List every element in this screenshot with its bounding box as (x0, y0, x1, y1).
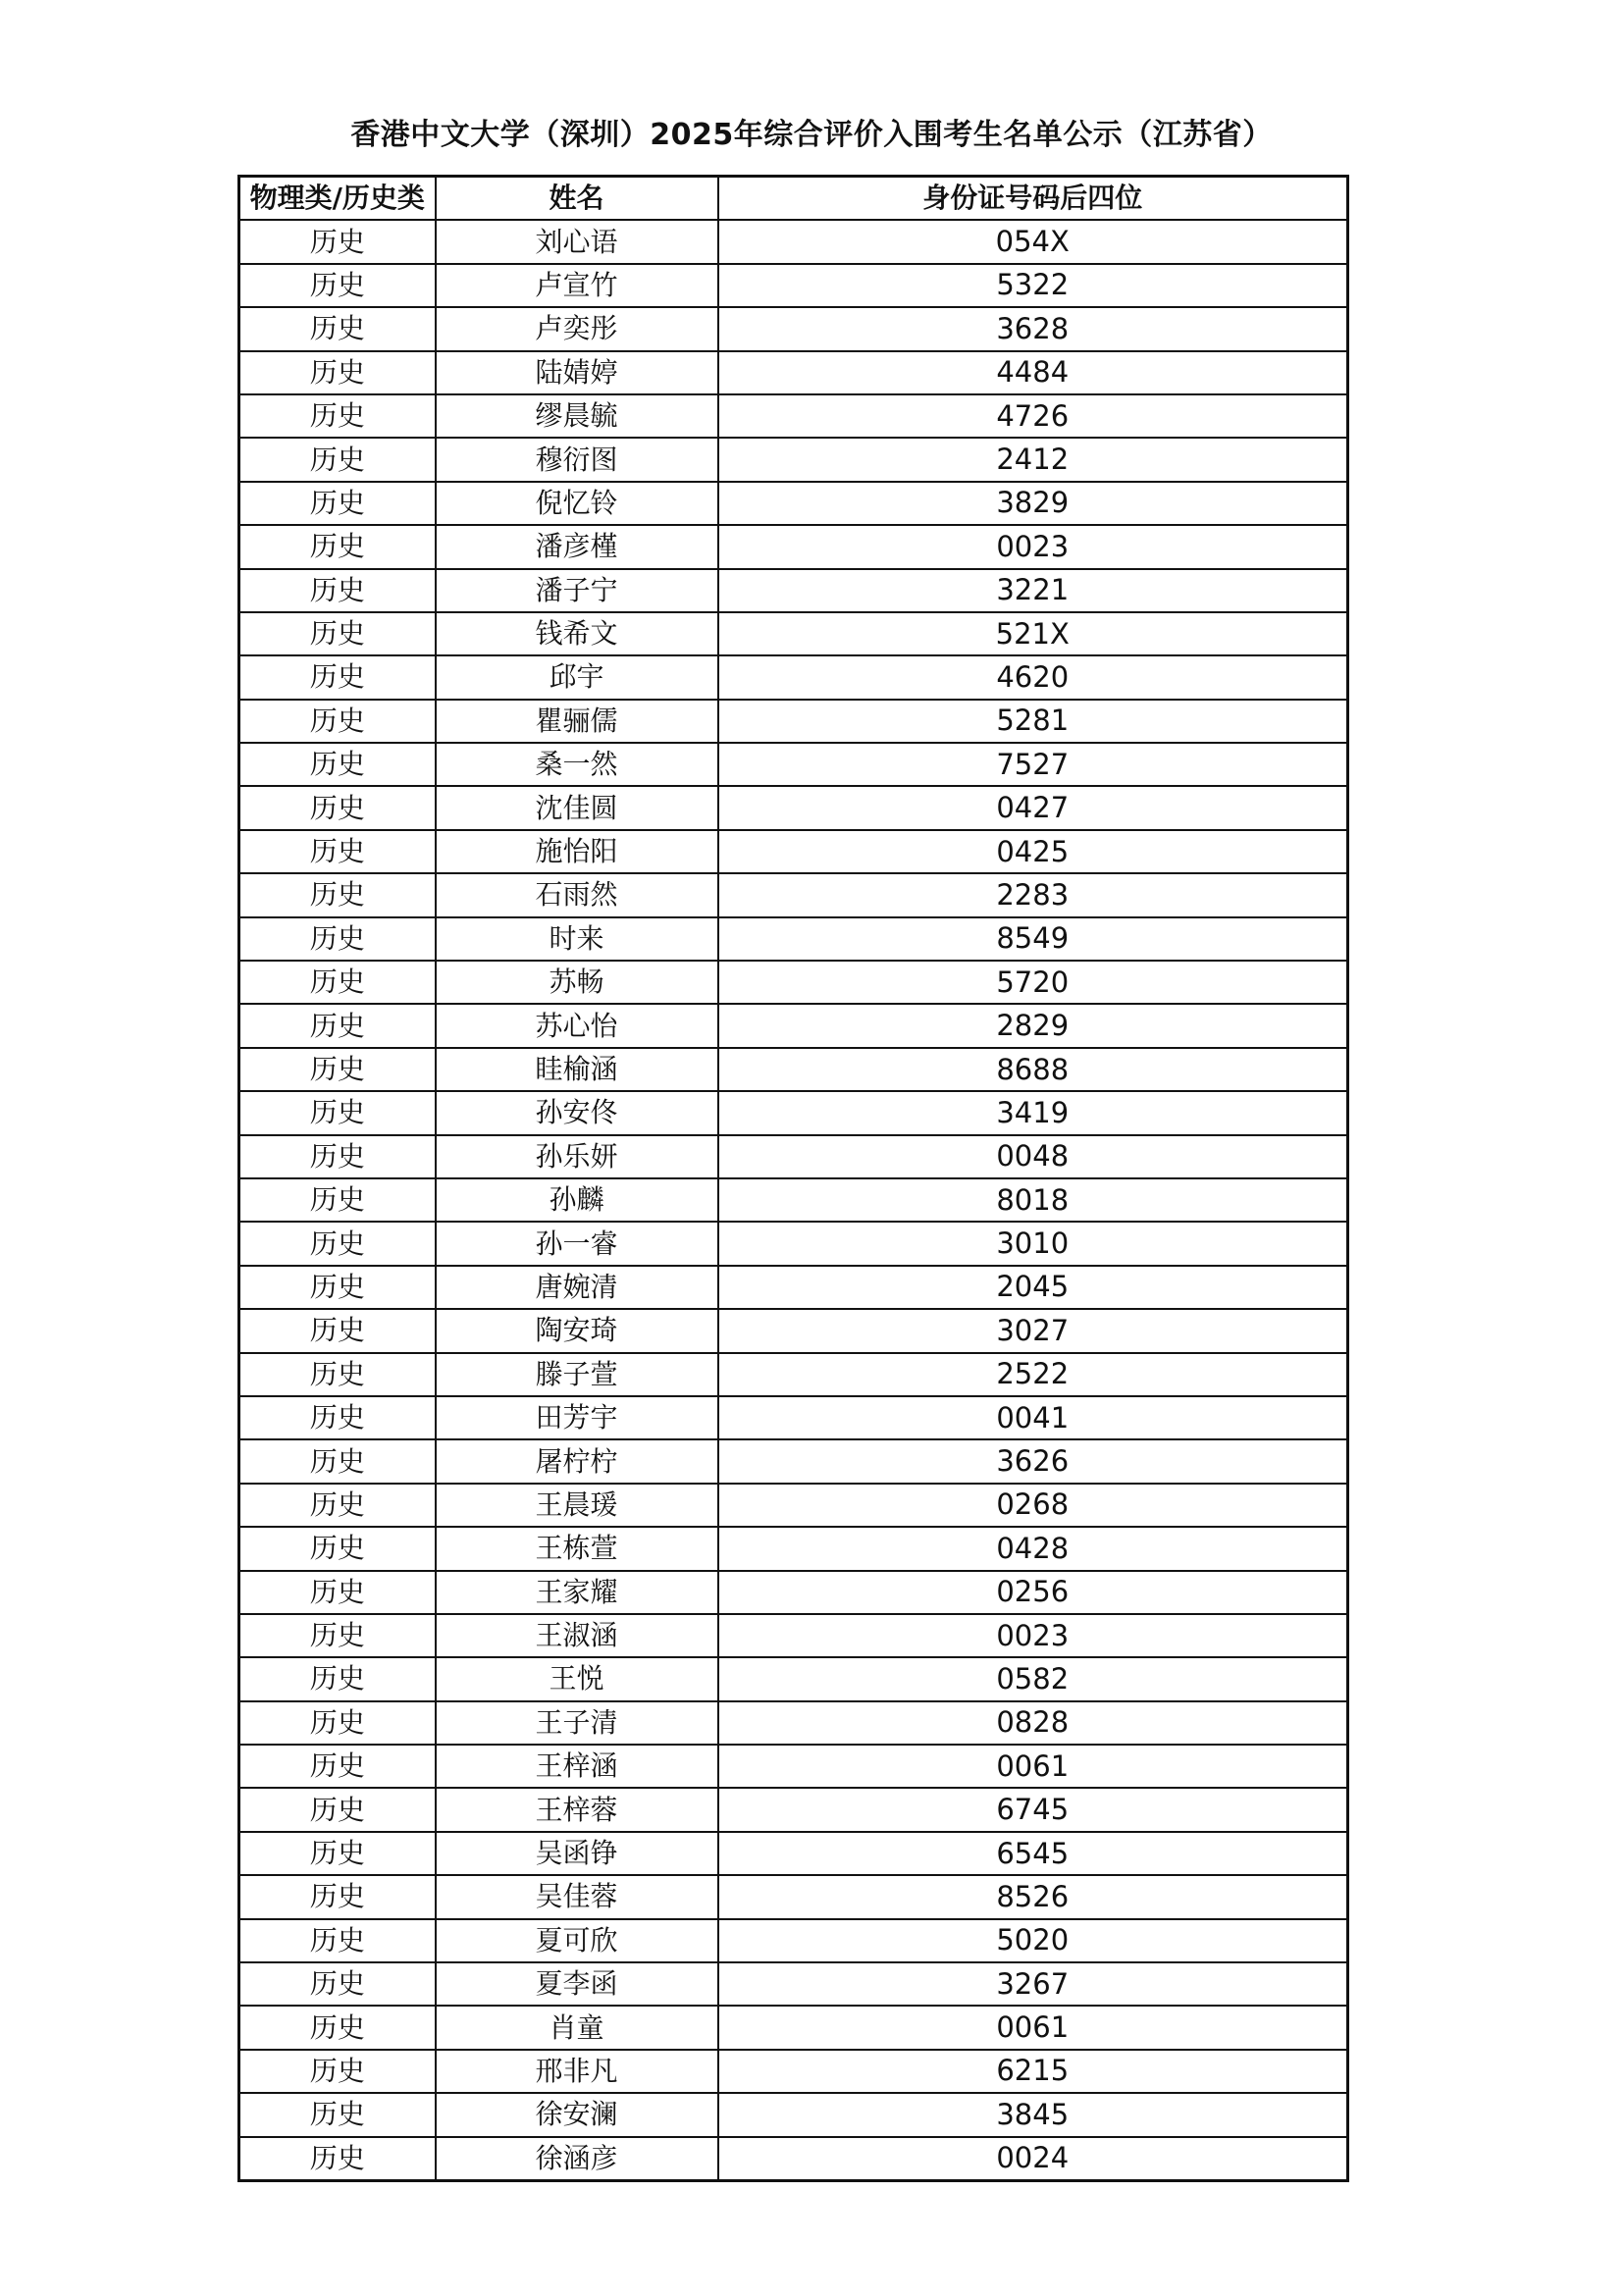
cell-category: 历史 (239, 1571, 436, 1614)
cell-category: 历史 (239, 830, 436, 873)
table-row (239, 917, 1348, 961)
cell-id-last-four: 3419 (718, 1091, 1348, 1134)
cell-name: 夏李函 (436, 1962, 718, 2006)
table-row (239, 873, 1348, 916)
table-row (239, 1266, 1348, 1309)
cell-category: 历史 (239, 1745, 436, 1788)
cell-name: 田芳宇 (436, 1396, 718, 1439)
cell-category: 历史 (239, 307, 436, 350)
cell-category: 历史 (239, 655, 436, 699)
cell-name: 邢非凡 (436, 2050, 718, 2093)
cell-name: 施怡阳 (436, 830, 718, 873)
cell-id-last-four: 5322 (718, 264, 1348, 307)
cell-category: 历史 (239, 1004, 436, 1047)
candidate-table (237, 175, 1349, 2182)
cell-name: 唐婉清 (436, 1266, 718, 1309)
cell-id-last-four: 0828 (718, 1701, 1348, 1745)
cell-name: 吴函铮 (436, 1832, 718, 1875)
cell-category: 历史 (239, 351, 436, 394)
cell-id-last-four: 0061 (718, 1745, 1348, 1788)
cell-name: 孙乐妍 (436, 1135, 718, 1178)
cell-category: 历史 (239, 743, 436, 786)
cell-name: 王家耀 (436, 1571, 718, 1614)
cell-category: 历史 (239, 1309, 436, 1352)
cell-category: 历史 (239, 1701, 436, 1745)
table-row (239, 1657, 1348, 1700)
table-row (239, 743, 1348, 786)
cell-name: 肖童 (436, 2006, 718, 2049)
table-row (239, 655, 1348, 699)
cell-id-last-four: 6215 (718, 2050, 1348, 2093)
cell-category: 历史 (239, 2093, 436, 2136)
cell-name: 王梓蓉 (436, 1788, 718, 1831)
cell-id-last-four: 8018 (718, 1178, 1348, 1222)
table-row (239, 1919, 1348, 1962)
cell-id-last-four: 8526 (718, 1875, 1348, 1918)
cell-name: 苏畅 (436, 961, 718, 1004)
cell-id-last-four: 0024 (718, 2137, 1348, 2181)
cell-id-last-four: 3010 (718, 1222, 1348, 1265)
cell-category: 历史 (239, 1353, 436, 1396)
cell-id-last-four: 3027 (718, 1309, 1348, 1352)
cell-name: 穆衍图 (436, 438, 718, 481)
table-row (239, 1875, 1348, 1918)
table-row (239, 394, 1348, 438)
cell-id-last-four: 4726 (718, 394, 1348, 438)
cell-category: 历史 (239, 1527, 436, 1570)
cell-name: 石雨然 (436, 873, 718, 916)
cell-id-last-four: 4620 (718, 655, 1348, 699)
table-row (239, 307, 1348, 350)
table-row (239, 961, 1348, 1004)
cell-name: 滕子萱 (436, 1353, 718, 1396)
table-row (239, 1701, 1348, 1745)
cell-category: 历史 (239, 438, 436, 481)
cell-id-last-four: 0256 (718, 1571, 1348, 1614)
cell-id-last-four: 0268 (718, 1484, 1348, 1527)
cell-id-last-four: 0425 (718, 830, 1348, 873)
cell-category: 历史 (239, 1135, 436, 1178)
page-title: 香港中文大学（深圳）2025年综合评价入围考生名单公示（江苏省） (350, 118, 1273, 152)
cell-name: 时来 (436, 917, 718, 961)
cell-id-last-four: 5281 (718, 700, 1348, 743)
cell-name: 王晨瑗 (436, 1484, 718, 1527)
cell-category: 历史 (239, 786, 436, 829)
cell-name: 陶安琦 (436, 1309, 718, 1352)
table-row (239, 2050, 1348, 2093)
table-row (239, 1745, 1348, 1788)
cell-name: 徐涵彦 (436, 2137, 718, 2181)
cell-name: 王子清 (436, 1701, 718, 1745)
cell-id-last-four: 3829 (718, 482, 1348, 525)
cell-id-last-four: 6545 (718, 1832, 1348, 1875)
table-row (239, 612, 1348, 655)
header-id-last-four: 身份证号码后四位 (718, 177, 1348, 221)
cell-name: 桑一然 (436, 743, 718, 786)
table-row (239, 1962, 1348, 2006)
table-row (239, 264, 1348, 307)
cell-category: 历史 (239, 1178, 436, 1222)
cell-category: 历史 (239, 1396, 436, 1439)
cell-id-last-four: 0023 (718, 1614, 1348, 1657)
cell-id-last-four: 3267 (718, 1962, 1348, 2006)
cell-id-last-four: 0041 (718, 1396, 1348, 1439)
cell-category: 历史 (239, 1048, 436, 1091)
cell-name: 钱希文 (436, 612, 718, 655)
cell-name: 徐安澜 (436, 2093, 718, 2136)
cell-category: 历史 (239, 220, 436, 263)
cell-category: 历史 (239, 700, 436, 743)
table-row (239, 1135, 1348, 1178)
cell-id-last-four: 0582 (718, 1657, 1348, 1700)
cell-name: 卢奕彤 (436, 307, 718, 350)
cell-category: 历史 (239, 1222, 436, 1265)
table-row (239, 1396, 1348, 1439)
cell-category: 历史 (239, 612, 436, 655)
table-row (239, 1571, 1348, 1614)
cell-category: 历史 (239, 873, 436, 916)
cell-id-last-four: 3626 (718, 1439, 1348, 1483)
cell-name: 沈佳圆 (436, 786, 718, 829)
cell-category: 历史 (239, 525, 436, 568)
cell-name: 孙麟 (436, 1178, 718, 1222)
cell-id-last-four: 2829 (718, 1004, 1348, 1047)
cell-id-last-four: 8549 (718, 917, 1348, 961)
header-row (239, 177, 1348, 221)
cell-name: 夏可欣 (436, 1919, 718, 1962)
table-row (239, 1484, 1348, 1527)
cell-id-last-four: 0061 (718, 2006, 1348, 2049)
cell-category: 历史 (239, 2137, 436, 2181)
cell-category: 历史 (239, 1875, 436, 1918)
header-name: 姓名 (436, 177, 718, 221)
cell-category: 历史 (239, 1484, 436, 1527)
cell-category: 历史 (239, 1919, 436, 1962)
cell-name: 潘子宁 (436, 569, 718, 612)
cell-id-last-four: 3221 (718, 569, 1348, 612)
table-row (239, 1091, 1348, 1134)
cell-id-last-four: 0048 (718, 1135, 1348, 1178)
cell-id-last-four: 6745 (718, 1788, 1348, 1831)
cell-name: 王梓涵 (436, 1745, 718, 1788)
table-row (239, 525, 1348, 568)
table-row (239, 786, 1348, 829)
cell-id-last-four: 5020 (718, 1919, 1348, 1962)
table-row (239, 351, 1348, 394)
cell-id-last-four: 2045 (718, 1266, 1348, 1309)
cell-name: 孙一睿 (436, 1222, 718, 1265)
cell-id-last-four: 8688 (718, 1048, 1348, 1091)
table-row (239, 1178, 1348, 1222)
cell-category: 历史 (239, 961, 436, 1004)
cell-name: 潘彦槿 (436, 525, 718, 568)
cell-name: 卢宣竹 (436, 264, 718, 307)
cell-category: 历史 (239, 1266, 436, 1309)
table-row (239, 2006, 1348, 2049)
cell-category: 历史 (239, 1657, 436, 1700)
cell-category: 历史 (239, 569, 436, 612)
table-body (239, 220, 1348, 2180)
cell-id-last-four: 0428 (718, 1527, 1348, 1570)
cell-name: 陆婧婷 (436, 351, 718, 394)
table-row (239, 1614, 1348, 1657)
cell-category: 历史 (239, 917, 436, 961)
cell-name: 王悦 (436, 1657, 718, 1700)
cell-id-last-four: 0427 (718, 786, 1348, 829)
table-row (239, 1527, 1348, 1570)
table-row (239, 1048, 1348, 1091)
table-row (239, 1222, 1348, 1265)
table-row (239, 1788, 1348, 1831)
table-row (239, 1309, 1348, 1352)
cell-name: 王栋萱 (436, 1527, 718, 1570)
cell-name: 倪忆铃 (436, 482, 718, 525)
table-row (239, 1004, 1348, 1047)
cell-name: 王淑涵 (436, 1614, 718, 1657)
cell-id-last-four: 3845 (718, 2093, 1348, 2136)
cell-category: 历史 (239, 1962, 436, 2006)
cell-name: 邱宇 (436, 655, 718, 699)
table-row (239, 700, 1348, 743)
cell-id-last-four: 054X (718, 220, 1348, 263)
cell-name: 刘心语 (436, 220, 718, 263)
cell-name: 苏心怡 (436, 1004, 718, 1047)
cell-id-last-four: 3628 (718, 307, 1348, 350)
cell-id-last-four: 7527 (718, 743, 1348, 786)
cell-id-last-four: 5720 (718, 961, 1348, 1004)
cell-category: 历史 (239, 1832, 436, 1875)
table-row (239, 2093, 1348, 2136)
cell-id-last-four: 521X (718, 612, 1348, 655)
cell-category: 历史 (239, 482, 436, 525)
table-row (239, 220, 1348, 263)
cell-category: 历史 (239, 264, 436, 307)
cell-id-last-four: 0023 (718, 525, 1348, 568)
table-row (239, 830, 1348, 873)
table-row (239, 1832, 1348, 1875)
table-row (239, 482, 1348, 525)
cell-id-last-four: 2522 (718, 1353, 1348, 1396)
cell-category: 历史 (239, 2050, 436, 2093)
table-row (239, 569, 1348, 612)
cell-category: 历史 (239, 1788, 436, 1831)
table-row (239, 2137, 1348, 2181)
cell-id-last-four: 2412 (718, 438, 1348, 481)
header-category: 物理类/历史类 (239, 177, 436, 221)
table-row (239, 1353, 1348, 1396)
cell-category: 历史 (239, 1439, 436, 1483)
cell-name: 孙安佟 (436, 1091, 718, 1134)
cell-name: 吴佳蓉 (436, 1875, 718, 1918)
cell-category: 历史 (239, 394, 436, 438)
cell-name: 瞿骊儒 (436, 700, 718, 743)
cell-category: 历史 (239, 2006, 436, 2049)
cell-name: 缪晨毓 (436, 394, 718, 438)
cell-name: 眭榆涵 (436, 1048, 718, 1091)
table-row (239, 1439, 1348, 1483)
cell-category: 历史 (239, 1614, 436, 1657)
cell-name: 屠柠柠 (436, 1439, 718, 1483)
cell-id-last-four: 4484 (718, 351, 1348, 394)
table-row (239, 438, 1348, 481)
cell-id-last-four: 2283 (718, 873, 1348, 916)
table-header (239, 177, 1348, 221)
cell-category: 历史 (239, 1091, 436, 1134)
